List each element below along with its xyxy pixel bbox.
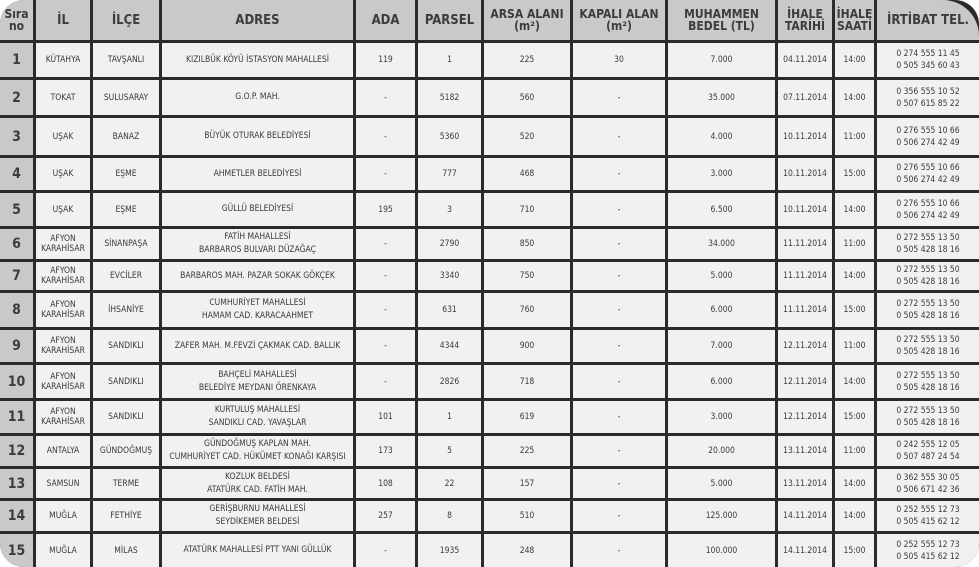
cell-adres xyxy=(162,534,356,567)
cell-il-text: AFYON KARAHİSAR xyxy=(41,336,85,356)
cell-ihale-tarihi: 11.11.2014 xyxy=(778,293,835,330)
phone-number: 0 362 555 30 05 xyxy=(896,472,960,483)
cell-sira-no: 6 xyxy=(0,229,36,262)
cell-parsel: 1935 xyxy=(418,534,484,567)
table-row xyxy=(0,193,979,229)
cell-il xyxy=(36,262,93,293)
header-il: İL xyxy=(36,0,93,43)
cell-il xyxy=(36,193,93,229)
cell-il-text: ANTALYA xyxy=(46,446,80,456)
cell-ihale-saati: 11:00 xyxy=(835,229,877,262)
cell-il xyxy=(36,293,93,330)
cell-sira-no: 9 xyxy=(0,330,36,365)
cell-parsel: 22 xyxy=(418,469,484,501)
cell-adres-line: AHMETLER BELEDİYESİ xyxy=(213,168,302,179)
cell-kapali-alan: - xyxy=(573,401,668,436)
cell-muhammen-bedel: 34.000 xyxy=(668,229,778,262)
phone-number: 0 276 555 10 66 xyxy=(896,198,960,209)
header-ada: ADA xyxy=(356,0,418,43)
cell-ilce: EŞME xyxy=(93,158,162,193)
cell-ihale-tarihi: 12.11.2014 xyxy=(778,330,835,365)
cell-sira-no: 15 xyxy=(0,534,36,567)
cell-arsa-alani: 510 xyxy=(484,501,573,534)
cell-ilce: SANDIKLI xyxy=(93,365,162,401)
cell-ihale-saati: 11:00 xyxy=(835,118,877,158)
phone-number: 0 505 428 18 16 xyxy=(896,277,960,287)
cell-muhammen-bedel: 6.000 xyxy=(668,293,778,330)
cell-ihale-saati: 15:00 xyxy=(835,534,877,567)
cell-adres-line: ATATÜRK MAHALLESİ PTT YANI GÜLLÜK xyxy=(183,545,332,555)
cell-muhammen-bedel: 125.000 xyxy=(668,501,778,534)
cell-arsa-alani: 718 xyxy=(484,365,573,401)
cell-ihale-saati: 15:00 xyxy=(835,293,877,330)
cell-ilce: EŞME xyxy=(93,193,162,229)
cell-parsel: 8 xyxy=(418,501,484,534)
cell-muhammen-bedel: 6.500 xyxy=(668,193,778,229)
cell-ihale-saati: 14:00 xyxy=(835,80,877,118)
cell-il xyxy=(36,43,93,80)
cell-adres xyxy=(162,118,356,158)
cell-parsel: 1 xyxy=(418,43,484,80)
cell-sira-no: 10 xyxy=(0,365,36,401)
cell-parsel: 2826 xyxy=(418,365,484,401)
cell-ada: - xyxy=(356,330,418,365)
cell-ada: - xyxy=(356,229,418,262)
cell-adres-line: BARBAROS MAH. PAZAR SOKAK GÖKÇEK xyxy=(180,270,335,281)
table-row xyxy=(0,43,979,80)
cell-il xyxy=(36,436,93,469)
header-ihale-saati xyxy=(835,0,877,43)
header-ihale-tarihi-line2: TARİHİ xyxy=(784,19,826,33)
cell-il xyxy=(36,229,93,262)
cell-ilce: İHSANİYE xyxy=(93,293,162,330)
cell-kapali-alan: - xyxy=(573,436,668,469)
cell-il-text: UŞAK xyxy=(52,131,74,142)
cell-ihale-saati: 14:00 xyxy=(835,262,877,293)
cell-kapali-alan: - xyxy=(573,293,668,330)
cell-arsa-alani: 157 xyxy=(484,469,573,501)
phone-number: 0 276 555 10 66 xyxy=(896,163,960,173)
phone-number: 0 272 555 13 50 xyxy=(896,233,960,243)
cell-irtibat-tel xyxy=(877,262,979,293)
phone-number: 0 505 428 18 16 xyxy=(896,382,960,393)
table-row xyxy=(0,118,979,158)
cell-ihale-tarihi: 13.11.2014 xyxy=(778,436,835,469)
table-row xyxy=(0,534,979,567)
cell-arsa-alani: 750 xyxy=(484,262,573,293)
phone-number: 0 505 428 18 16 xyxy=(896,245,960,255)
cell-ada: - xyxy=(356,365,418,401)
cell-adres xyxy=(162,436,356,469)
cell-ihale-saati: 14:00 xyxy=(835,193,877,229)
cell-arsa-alani: 619 xyxy=(484,401,573,436)
phone-number: 0 507 487 24 54 xyxy=(896,452,960,462)
table-row xyxy=(0,80,979,118)
cell-ihale-tarihi: 11.11.2014 xyxy=(778,262,835,293)
cell-irtibat-tel xyxy=(877,229,979,262)
cell-ada: - xyxy=(356,534,418,567)
header-arsa-alani-unit: (m²) xyxy=(514,19,540,33)
cell-ada: - xyxy=(356,158,418,193)
cell-muhammen-bedel: 7.000 xyxy=(668,330,778,365)
cell-adres xyxy=(162,193,356,229)
cell-arsa-alani: 900 xyxy=(484,330,573,365)
cell-parsel: 2790 xyxy=(418,229,484,262)
cell-parsel: 1 xyxy=(418,401,484,436)
cell-adres-line: CUMHURİYET CAD. HÜKÜMET KONAĞI KARŞISI xyxy=(169,452,346,462)
cell-adres-line: ATATÜRK CAD. FATİH MAH. xyxy=(207,484,308,495)
cell-ihale-tarihi: 10.11.2014 xyxy=(778,193,835,229)
cell-muhammen-bedel: 7.000 xyxy=(668,43,778,80)
cell-kapali-alan: - xyxy=(573,158,668,193)
cell-kapali-alan: - xyxy=(573,262,668,293)
cell-kapali-alan: - xyxy=(573,501,668,534)
cell-sira-no: 1 xyxy=(0,43,36,80)
phone-number: 0 506 274 42 49 xyxy=(896,137,960,148)
cell-ilce: TERME xyxy=(93,469,162,501)
cell-ilce: SANDIKLI xyxy=(93,330,162,365)
header-muhammen-label: MUHAMMEN xyxy=(684,7,759,21)
cell-ilce: GÜNDOĞMUŞ xyxy=(93,436,162,469)
cell-adres-line: KIZILBÜK KÖYÜ İSTASYON MAHALLESİ xyxy=(186,54,329,65)
cell-adres xyxy=(162,262,356,293)
cell-adres-line: ZAFER MAH. M.FEVZİ ÇAKMAK CAD. BALLIK xyxy=(174,340,341,351)
cell-ihale-saati: 14:00 xyxy=(835,43,877,80)
cell-ihale-saati: 11:00 xyxy=(835,330,877,365)
cell-sira-no: 8 xyxy=(0,293,36,330)
cell-adres-line: GERİŞBURNU MAHALLESİ xyxy=(209,504,306,514)
cell-parsel: 777 xyxy=(418,158,484,193)
header-adres: ADRES xyxy=(162,0,356,43)
cell-ihale-tarihi: 12.11.2014 xyxy=(778,401,835,436)
header-irtibat-tel: İRTİBAT TEL. xyxy=(877,0,979,43)
cell-kapali-alan: - xyxy=(573,193,668,229)
phone-number: 0 272 555 13 50 xyxy=(896,370,960,381)
cell-il xyxy=(36,330,93,365)
cell-kapali-alan: - xyxy=(573,118,668,158)
cell-ihale-tarihi: 10.11.2014 xyxy=(778,118,835,158)
cell-adres xyxy=(162,469,356,501)
cell-kapali-alan: - xyxy=(573,469,668,501)
cell-adres-line: SEYDİKEMER BELDESİ xyxy=(215,517,300,527)
phone-number: 0 252 555 12 73 xyxy=(896,505,960,515)
header-muhammen-unit: BEDEL (TL) xyxy=(688,19,755,33)
cell-il xyxy=(36,158,93,193)
phone-number: 0 272 555 13 50 xyxy=(896,299,960,309)
cell-sira-no: 12 xyxy=(0,436,36,469)
cell-il xyxy=(36,469,93,501)
cell-ihale-tarihi: 12.11.2014 xyxy=(778,365,835,401)
cell-sira-no: 7 xyxy=(0,262,36,293)
header-arsa-alani-label: ARSA ALANI xyxy=(490,7,564,21)
table-row xyxy=(0,501,979,534)
header-kapali-alan-unit: (m²) xyxy=(606,19,632,33)
cell-muhammen-bedel: 3.000 xyxy=(668,158,778,193)
cell-muhammen-bedel: 35.000 xyxy=(668,80,778,118)
table-row xyxy=(0,401,979,436)
header-ihale-tarihi xyxy=(778,0,835,43)
cell-parsel: 3 xyxy=(418,193,484,229)
cell-ada: - xyxy=(356,80,418,118)
cell-parsel: 4344 xyxy=(418,330,484,365)
cell-adres-line: SANDIKLI CAD. YAVAŞLAR xyxy=(208,418,307,428)
cell-ilce: BANAZ xyxy=(93,118,162,158)
cell-il-text: KÜTAHYA xyxy=(45,55,81,65)
cell-il-text: UŞAK xyxy=(52,169,74,179)
cell-irtibat-tel xyxy=(877,118,979,158)
cell-ihale-tarihi: 13.11.2014 xyxy=(778,469,835,501)
cell-ilce: SİNANPAŞA xyxy=(93,229,162,262)
cell-parsel: 5 xyxy=(418,436,484,469)
cell-kapali-alan: - xyxy=(573,229,668,262)
cell-adres xyxy=(162,229,356,262)
cell-adres-line: KURTULUŞ MAHALLESİ xyxy=(214,405,301,415)
cell-il xyxy=(36,365,93,401)
cell-irtibat-tel xyxy=(877,401,979,436)
cell-ada: 101 xyxy=(356,401,418,436)
cell-il-text: AFYON KARAHİSAR xyxy=(41,234,85,254)
cell-il xyxy=(36,534,93,567)
cell-il xyxy=(36,501,93,534)
phone-number: 0 505 345 60 43 xyxy=(896,61,960,71)
cell-ilce: SANDIKLI xyxy=(93,401,162,436)
cell-ada: 173 xyxy=(356,436,418,469)
cell-il-text: MUĞLA xyxy=(49,511,77,521)
phone-number: 0 272 555 13 50 xyxy=(896,335,960,345)
cell-kapali-alan: 30 xyxy=(573,43,668,80)
cell-sira-no: 5 xyxy=(0,193,36,229)
cell-ihale-tarihi: 14.11.2014 xyxy=(778,534,835,567)
cell-ada: - xyxy=(356,293,418,330)
phone-number: 0 276 555 10 66 xyxy=(896,125,960,136)
phone-number: 0 252 555 12 73 xyxy=(896,539,960,550)
cell-ilce: TAVŞANLI xyxy=(93,43,162,80)
cell-irtibat-tel xyxy=(877,293,979,330)
cell-ilce: MİLAS xyxy=(93,534,162,567)
cell-irtibat-tel xyxy=(877,469,979,501)
table-row xyxy=(0,158,979,193)
cell-arsa-alani: 248 xyxy=(484,534,573,567)
header-muhammen-bedel xyxy=(668,0,778,43)
cell-il-text: AFYON KARAHİSAR xyxy=(41,266,85,286)
header-ihale-saati-line2: SAATİ xyxy=(837,19,872,33)
cell-parsel: 3340 xyxy=(418,262,484,293)
cell-arsa-alani: 560 xyxy=(484,80,573,118)
cell-irtibat-tel xyxy=(877,534,979,567)
cell-adres-line: BARBAROS BULVARI DÜZAĞAÇ xyxy=(199,245,316,255)
cell-ihale-saati: 11:00 xyxy=(835,436,877,469)
phone-number: 0 505 415 62 12 xyxy=(896,517,960,527)
cell-adres xyxy=(162,365,356,401)
cell-ada: - xyxy=(356,118,418,158)
cell-irtibat-tel xyxy=(877,365,979,401)
phone-number: 0 506 274 42 49 xyxy=(896,210,960,221)
cell-il-text: UŞAK xyxy=(52,204,74,215)
cell-arsa-alani: 520 xyxy=(484,118,573,158)
header-sira-no xyxy=(0,0,36,43)
cell-sira-no: 4 xyxy=(0,158,36,193)
header-parsel: PARSEL xyxy=(418,0,484,43)
cell-ada: 108 xyxy=(356,469,418,501)
phone-number: 0 506 671 42 36 xyxy=(896,484,960,495)
phone-number: 0 356 555 10 52 xyxy=(896,86,960,97)
header-ihale-saati-line1: İHALE xyxy=(836,7,873,21)
table-row xyxy=(0,436,979,469)
cell-ihale-tarihi: 04.11.2014 xyxy=(778,43,835,80)
header-row xyxy=(0,0,979,43)
cell-adres-line: CUMHURİYET MAHALLESİ xyxy=(209,298,306,308)
cell-ada: 119 xyxy=(356,43,418,80)
cell-sira-no: 2 xyxy=(0,80,36,118)
phone-number: 0 505 428 18 16 xyxy=(896,347,960,357)
cell-adres xyxy=(162,293,356,330)
cell-il xyxy=(36,118,93,158)
cell-sira-no: 11 xyxy=(0,401,36,436)
table-row xyxy=(0,262,979,293)
cell-il-text: AFYON KARAHİSAR xyxy=(41,407,85,427)
cell-arsa-alani: 225 xyxy=(484,43,573,80)
cell-arsa-alani: 468 xyxy=(484,158,573,193)
cell-muhammen-bedel: 3.000 xyxy=(668,401,778,436)
cell-sira-no: 3 xyxy=(0,118,36,158)
cell-adres xyxy=(162,401,356,436)
cell-sira-no: 13 xyxy=(0,469,36,501)
cell-muhammen-bedel: 100.000 xyxy=(668,534,778,567)
cell-adres-line: GÜLLÜ BELEDİYESİ xyxy=(221,204,294,214)
cell-irtibat-tel xyxy=(877,158,979,193)
cell-parsel: 5182 xyxy=(418,80,484,118)
cell-muhammen-bedel: 4.000 xyxy=(668,118,778,158)
phone-number: 0 506 274 42 49 xyxy=(896,175,960,185)
table-row xyxy=(0,293,979,330)
cell-ada: 257 xyxy=(356,501,418,534)
cell-ilce: EVCİLER xyxy=(93,262,162,293)
cell-adres-line: BELEDİYE MEYDANI ÖRENKAYA xyxy=(198,382,317,393)
header-ihale-tarihi-line1: İHALE xyxy=(787,7,823,21)
phone-number: 0 505 428 18 16 xyxy=(896,311,960,321)
cell-il-text: AFYON KARAHİSAR xyxy=(41,371,85,392)
phone-number: 0 507 615 85 22 xyxy=(896,98,960,109)
phone-number: 0 505 415 62 12 xyxy=(896,551,960,562)
header-sira-label: Sıra no xyxy=(4,7,29,33)
cell-ihale-saati: 14:00 xyxy=(835,469,877,501)
cell-adres-line: FATİH MAHALLESİ xyxy=(224,232,291,242)
phone-number: 0 505 428 18 16 xyxy=(896,418,960,428)
cell-muhammen-bedel: 5.000 xyxy=(668,262,778,293)
cell-adres-line: BÜYÜK OTURAK BELEDİYESİ xyxy=(204,131,311,141)
cell-ilce: SULUSARAY xyxy=(93,80,162,118)
cell-ilce: FETHİYE xyxy=(93,501,162,534)
table-body xyxy=(0,43,979,567)
cell-kapali-alan: - xyxy=(573,365,668,401)
cell-ihale-tarihi: 11.11.2014 xyxy=(778,229,835,262)
cell-arsa-alani: 710 xyxy=(484,193,573,229)
cell-adres-line: HAMAM CAD. KARACAAHMET xyxy=(201,311,314,321)
table-row xyxy=(0,330,979,365)
cell-adres xyxy=(162,158,356,193)
cell-ihale-tarihi: 10.11.2014 xyxy=(778,158,835,193)
cell-irtibat-tel xyxy=(877,436,979,469)
cell-kapali-alan: - xyxy=(573,80,668,118)
cell-muhammen-bedel: 20.000 xyxy=(668,436,778,469)
cell-sira-no: 14 xyxy=(0,501,36,534)
cell-adres-line: G.O.P. MAH. xyxy=(235,92,280,102)
cell-kapali-alan: - xyxy=(573,534,668,567)
cell-adres-line: KOZLUK BELDESİ xyxy=(225,471,290,482)
cell-il-text: MUĞLA xyxy=(49,545,77,556)
cell-adres xyxy=(162,43,356,80)
cell-il-text: TOKAT xyxy=(50,92,76,103)
cell-irtibat-tel xyxy=(877,43,979,80)
cell-il xyxy=(36,80,93,118)
cell-irtibat-tel xyxy=(877,330,979,365)
cell-il-text: AFYON KARAHİSAR xyxy=(41,300,85,320)
cell-adres-line: BAHÇELİ MAHALLESİ xyxy=(218,369,297,380)
cell-ada: 195 xyxy=(356,193,418,229)
cell-irtibat-tel xyxy=(877,80,979,118)
cell-kapali-alan: - xyxy=(573,330,668,365)
header-kapali-alan-label: KAPALI ALAN xyxy=(579,7,659,21)
cell-muhammen-bedel: 6.000 xyxy=(668,365,778,401)
cell-adres-line: GÜNDOĞMUŞ KAPLAN MAH. xyxy=(204,439,311,449)
cell-irtibat-tel xyxy=(877,501,979,534)
cell-parsel: 631 xyxy=(418,293,484,330)
phone-number: 0 272 555 13 50 xyxy=(896,406,960,416)
cell-adres xyxy=(162,80,356,118)
cell-arsa-alani: 760 xyxy=(484,293,573,330)
table-row xyxy=(0,229,979,262)
cell-adres xyxy=(162,501,356,534)
cell-ihale-saati: 15:00 xyxy=(835,158,877,193)
phone-number: 0 274 555 11 45 xyxy=(896,49,960,59)
header-arsa-alani xyxy=(484,0,573,43)
cell-ihale-saati: 14:00 xyxy=(835,501,877,534)
table-row xyxy=(0,469,979,501)
phone-number: 0 272 555 13 50 xyxy=(896,265,960,275)
cell-arsa-alani: 225 xyxy=(484,436,573,469)
cell-muhammen-bedel: 5.000 xyxy=(668,469,778,501)
table-row xyxy=(0,365,979,401)
cell-il xyxy=(36,401,93,436)
cell-adres xyxy=(162,330,356,365)
cell-ihale-saati: 14:00 xyxy=(835,365,877,401)
phone-number: 0 242 555 12 05 xyxy=(896,440,960,450)
cell-irtibat-tel xyxy=(877,193,979,229)
header-kapali-alan xyxy=(573,0,668,43)
cell-parsel: 5360 xyxy=(418,118,484,158)
cell-ihale-tarihi: 14.11.2014 xyxy=(778,501,835,534)
cell-il-text: SAMSUN xyxy=(46,478,80,489)
cell-ada: - xyxy=(356,262,418,293)
cell-arsa-alani: 850 xyxy=(484,229,573,262)
cell-ihale-saati: 15:00 xyxy=(835,401,877,436)
header-ilce: İLÇE xyxy=(93,0,162,43)
cell-ihale-tarihi: 07.11.2014 xyxy=(778,80,835,118)
